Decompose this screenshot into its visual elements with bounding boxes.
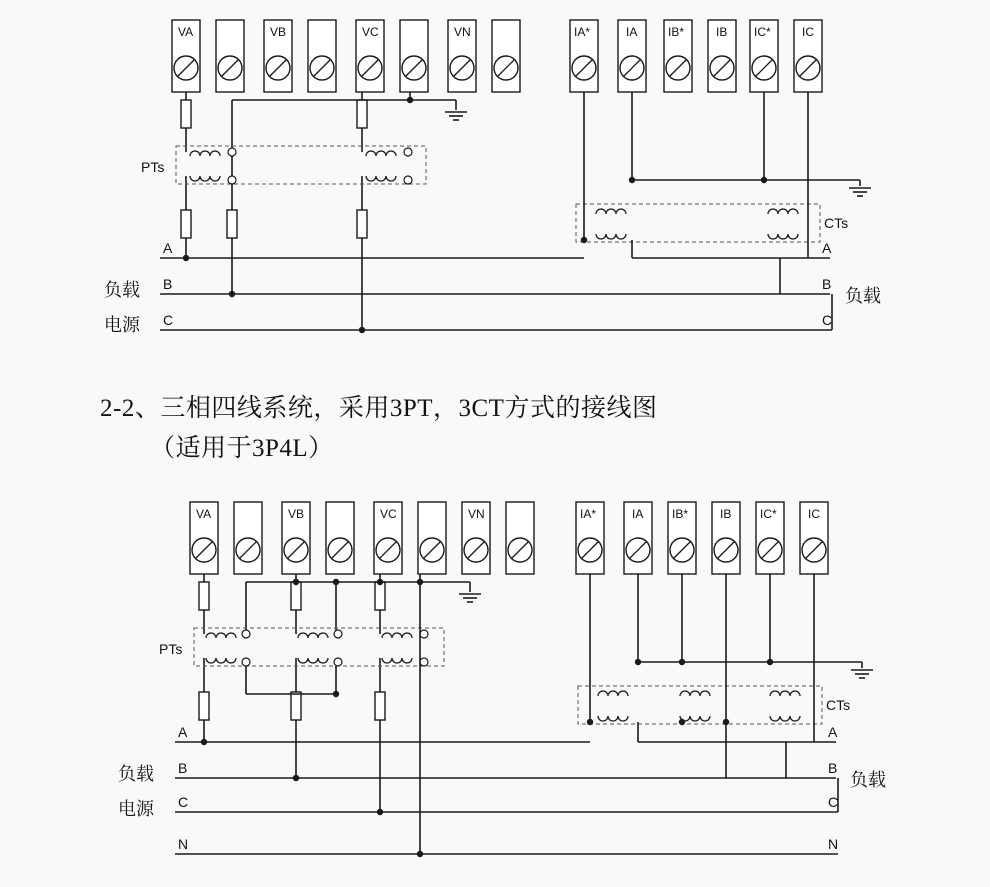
terminal-label-vc-b: VC — [380, 507, 397, 521]
phase-label-a-right-bottom: A — [828, 724, 838, 740]
terminal-label-vb: VB — [270, 25, 287, 39]
terminal-label-vc: VC — [362, 25, 379, 39]
terminal-label-ic-star: IC* — [754, 25, 771, 39]
phase-label-b-left-bottom: B — [178, 760, 188, 776]
terminal-label-ib: IB — [716, 25, 728, 39]
terminal-label-va: VA — [178, 25, 194, 39]
bottom-pts — [159, 628, 444, 666]
terminal-label-ib-star-b: IB* — [672, 507, 689, 521]
load-label-right-bottom: 负载 — [850, 770, 886, 790]
bottom-current-wiring — [587, 574, 873, 778]
phase-label-b-right-bottom: B — [828, 760, 838, 776]
terminal-label-ia-star: IA* — [574, 25, 591, 39]
terminal-label-ia-b: IA — [632, 507, 644, 521]
caption-line-2: （适用于3P4L） — [150, 435, 334, 462]
top-pts — [141, 146, 426, 184]
pts-label-top: PTs — [141, 159, 165, 175]
phase-label-n-left-bottom: N — [178, 836, 189, 852]
bottom-current-terminals — [576, 502, 828, 574]
terminal-label-va-b: VA — [196, 507, 212, 521]
terminal-label-ia: IA — [626, 25, 638, 39]
top-voltage-terminals — [172, 20, 520, 92]
terminal-label-ic: IC — [802, 25, 814, 39]
top-current-terminals — [570, 20, 822, 92]
source-label-left-top: 电源 — [104, 315, 140, 335]
source-label-left-bottom: 电源 — [118, 799, 154, 819]
pts-label-bottom: PTs — [159, 641, 183, 657]
terminal-label-ia-star-b: IA* — [580, 507, 597, 521]
top-diagram — [104, 20, 881, 335]
terminal-label-vb-b: VB — [288, 507, 305, 521]
load-label-left-top: 负载 — [104, 280, 140, 300]
phase-label-c-right-bottom: C — [828, 794, 839, 810]
phase-label-b-right-top: B — [822, 276, 832, 292]
bottom-voltage-terminals — [190, 502, 534, 574]
terminal-label-vn: VN — [454, 25, 471, 39]
top-current-wiring — [581, 92, 871, 258]
phase-label-c-left-bottom: C — [178, 794, 189, 810]
phase-label-c-left-top: C — [163, 312, 174, 328]
cts-label-bottom: CTs — [826, 697, 851, 713]
bottom-cts — [578, 686, 850, 724]
phase-label-a-right-top: A — [822, 240, 832, 256]
phase-label-b-left-top: B — [163, 276, 173, 292]
bottom-diagram — [118, 502, 886, 857]
phase-label-a-left-top: A — [163, 240, 173, 256]
terminal-label-vn-b: VN — [468, 507, 485, 521]
top-phase-buses — [104, 240, 881, 335]
terminal-label-ib-star: IB* — [668, 25, 685, 39]
load-label-right-top: 负载 — [845, 286, 881, 306]
load-label-left-bottom: 负载 — [118, 764, 154, 784]
terminal-label-ic-star-b: IC* — [760, 507, 777, 521]
terminal-label-ib-b: IB — [720, 507, 732, 521]
phase-label-c-right-top: C — [822, 312, 833, 328]
phase-label-a-left-bottom: A — [178, 724, 188, 740]
phase-label-n-right-bottom: N — [828, 836, 839, 852]
cts-label-top: CTs — [824, 215, 849, 231]
caption-line-1: 2-2、三相四线系统，采用3PT，3CT方式的接线图 — [100, 395, 658, 422]
bottom-voltage-wiring — [199, 574, 481, 812]
terminal-label-ic-b: IC — [808, 507, 820, 521]
